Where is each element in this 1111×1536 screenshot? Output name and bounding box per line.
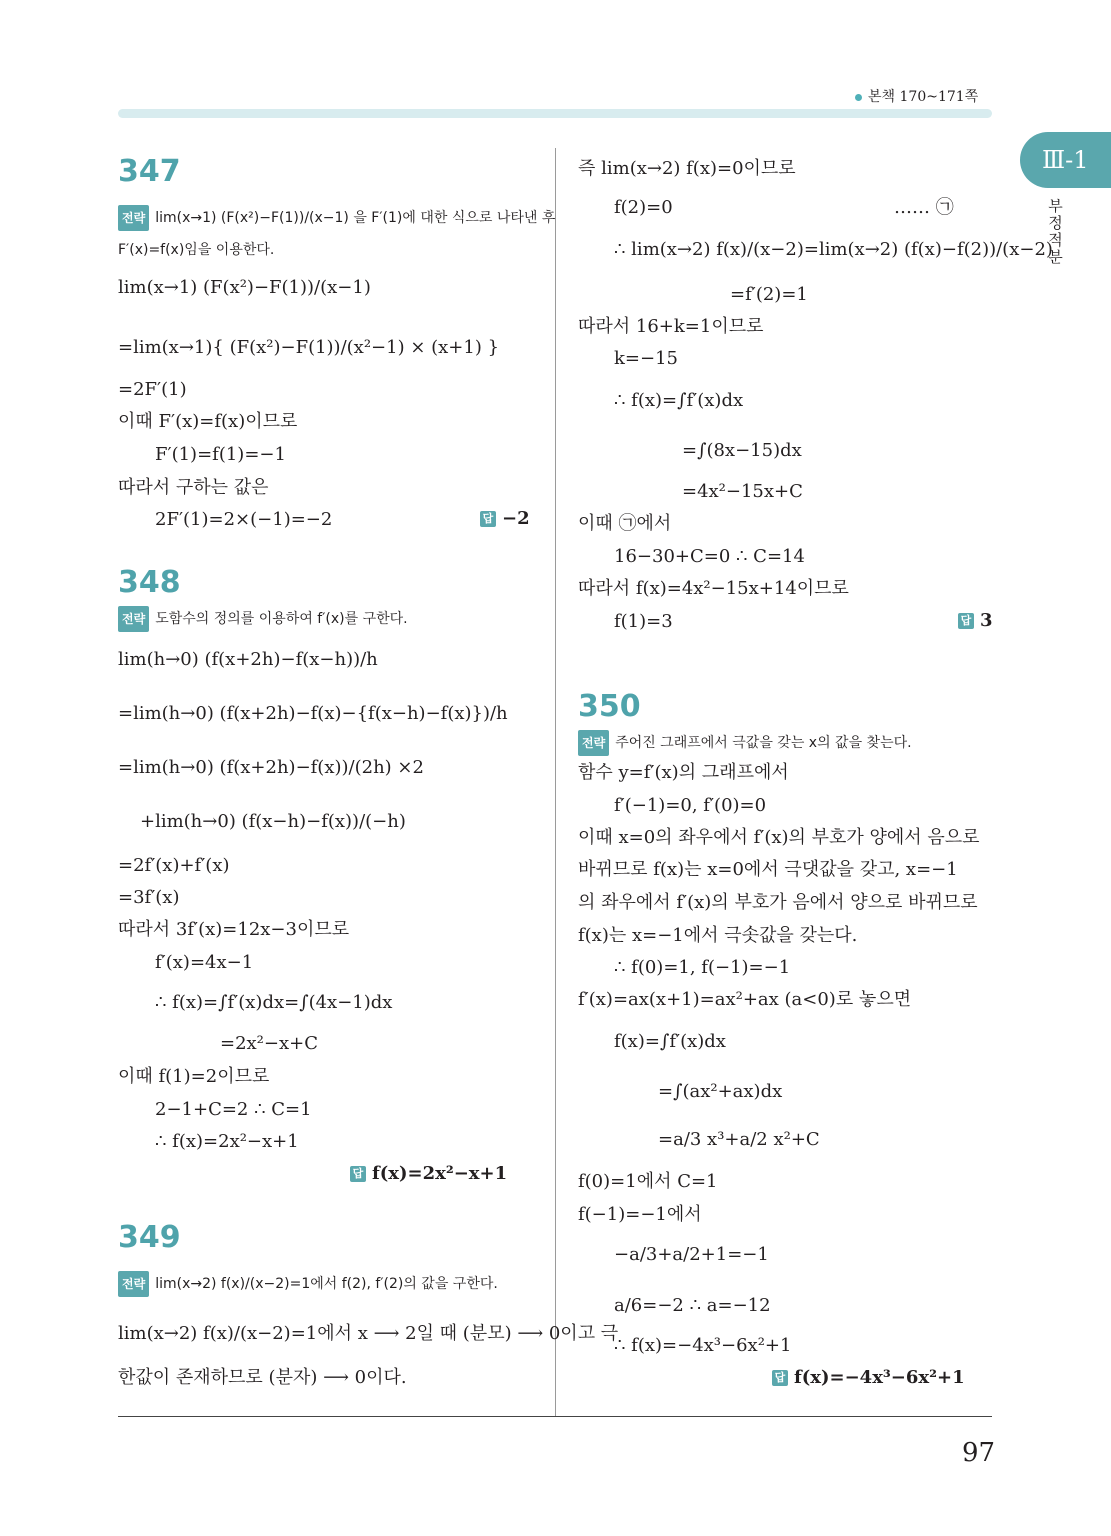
solution-line: 따라서 f(x)=4x²−15x+14이므로 [578,578,849,599]
answer-347 [480,508,530,529]
solution-line: f(x)=∫f′(x)dx [614,1031,726,1052]
solution-line: f(x)는 x=−1에서 극솟값을 갖는다. [578,925,858,946]
page-number: 97 [962,1438,996,1468]
solution-line: =4x²−15x+C [682,481,803,502]
solution-line: 따라서 16+k=1이므로 [578,316,764,337]
answer-tag: 답 [480,511,496,527]
strategy-tag: 전략 [118,1271,149,1297]
solution-line: k=−15 [614,348,678,369]
answer-349 [958,610,993,631]
solution-line: 한값이 존재하므로 (분자) ⟶ 0이다. [118,1367,407,1388]
solution-line: f′(−1)=0, f′(0)=0 [614,795,767,816]
book-reference [855,86,978,106]
solution-line: lim(x→1) (F(x²)−F(1))/(x−1) [118,277,371,298]
strategy-text: 도함수의 정의를 이용하여 f′(x)를 구한다. [155,611,408,627]
solution-line: =3f′(x) [118,887,180,908]
answer-348 [350,1163,507,1184]
solution-line: 이때 F′(x)=f(x)이므로 [118,411,298,432]
solution-line: a/6=−2 ∴ a=−12 [614,1295,771,1316]
chapter-side-label: 부정적분 [1046,198,1064,266]
strategy-text: 주어진 그래프에서 극값을 갖는 x의 값을 찾는다. [615,735,912,751]
solution-line: 바뀌므로 f(x)는 x=0에서 극댓값을 갖고, x=−1 [578,859,958,880]
strategy-text-2: F′(x)=f(x)임을 이용한다. [118,242,275,258]
solution-line: +lim(h→0) (f(x−h)−f(x))/(−h) [140,811,406,832]
solution-line: =lim(x→1){ (F(x²)−F(1))/(x²−1) × (x+1) } [118,337,500,358]
bullet-dot-icon [855,94,862,101]
solution-line: f′(x)=4x−1 [155,952,254,973]
solution-line: ∴ f(x)=∫f′(x)dx=∫(4x−1)dx [155,992,393,1013]
solution-line: =f′(2)=1 [730,284,808,305]
solution-line: ∴ f(x)=−4x³−6x²+1 [614,1335,792,1356]
strategy-tag: 전략 [118,606,149,632]
solution-line: f(1)=3 [614,611,673,632]
solution-line: ∴ f(x)=∫f′(x)dx [614,390,744,411]
solution-line: F′(1)=f(1)=−1 [155,444,286,465]
solution-line: 2−1+C=2 ∴ C=1 [155,1099,312,1120]
answer-value: 3 [980,610,993,631]
solution-line: =∫(ax²+ax)dx [658,1081,783,1102]
solution-line: =lim(h→0) (f(x+2h)−f(x)−{f(x−h)−f(x)})/h [118,703,508,724]
solution-line: lim(x→2) f(x)/(x−2)=1에서 x ⟶ 2일 때 (분모) ⟶ 0이고 극 [118,1323,619,1344]
solution-line: 따라서 3f′(x)=12x−3이므로 [118,919,350,940]
solution-line: f′(x)=ax(x+1)=ax²+ax (a<0)로 놓으면 [578,989,912,1010]
solution-line: f(0)=1에서 C=1 [578,1171,718,1192]
column-divider [555,148,556,1416]
solution-line: 의 좌우에서 f′(x)의 부호가 음에서 양으로 바뀌므로 [578,892,978,913]
solution-line: ∴ lim(x→2) f(x)/(x−2)=lim(x→2) (f(x)−f(2))/(x−2) [614,239,1053,260]
strategy-tag: 전략 [118,205,149,231]
solution-line: 이때 ㉠에서 [578,513,672,534]
solution-line: =a/3 x³+a/2 x²+C [658,1129,820,1150]
solution-line: =∫(8x−15)dx [682,440,802,461]
solution-line: ∴ f(0)=1, f(−1)=−1 [614,957,791,978]
problem-number-349: 349 [118,1220,181,1255]
solution-line: =lim(h→0) (f(x+2h)−f(x))/(2h) ×2 [118,757,424,778]
answer-value: f(x)=−4x³−6x²+1 [794,1367,965,1388]
answer-350 [772,1367,965,1388]
solution-line: 이때 f(1)=2이므로 [118,1066,270,1087]
answer-value: f(x)=2x²−x+1 [372,1163,508,1184]
ref-label: 본책 [868,89,896,105]
solution-line: =2f′(x)+f′(x) [118,855,230,876]
solution-line: 함수 y=f′(x)의 그래프에서 [578,762,789,783]
marker-label: …… ㉠ [894,197,954,218]
problem-number-350: 350 [578,689,641,724]
problem-number-347: 347 [118,154,181,189]
solution-line: =2F′(1) [118,379,187,400]
solution-line: −a/3+a/2+1=−1 [614,1244,769,1265]
solution-line: 16−30+C=0 ∴ C=14 [614,546,805,567]
answer-tag: 답 [350,1166,366,1182]
strategy-text: lim(x→2) f(x)/(x−2)=1에서 f(2), f′(2)의 값을 구한다. [155,1276,498,1292]
answer-tag: 답 [772,1370,788,1386]
solution-line: =2x²−x+C [220,1033,318,1054]
header-bar [118,109,992,118]
solution-line: 2F′(1)=2×(−1)=−2 [155,509,333,530]
solution-line: 이때 x=0의 좌우에서 f′(x)의 부호가 양에서 음으로 [578,827,980,848]
answer-value: −2 [502,508,530,529]
solution-line: f(−1)=−1에서 [578,1204,702,1225]
strategy-tag: 전략 [578,730,609,756]
solution-line: lim(h→0) (f(x+2h)−f(x−h))/h [118,649,378,670]
solution-line: 즉 lim(x→2) f(x)=0이므로 [578,158,796,179]
answer-tag: 답 [958,613,974,629]
solution-line: f(2)=0 [614,197,673,218]
chapter-tab: Ⅲ-1 [1020,132,1111,188]
strategy-text: lim(x→1) (F(x²)−F(1))/(x−1) 을 F′(1)에 대한 식으로 나타낸 후 [155,210,556,226]
solution-line: ∴ f(x)=2x²−x+1 [155,1131,299,1152]
problem-number-348: 348 [118,565,181,600]
solution-line: 따라서 구하는 값은 [118,477,269,498]
ref-pages: 170~171쪽 [899,89,979,105]
footer-rule [118,1416,992,1417]
